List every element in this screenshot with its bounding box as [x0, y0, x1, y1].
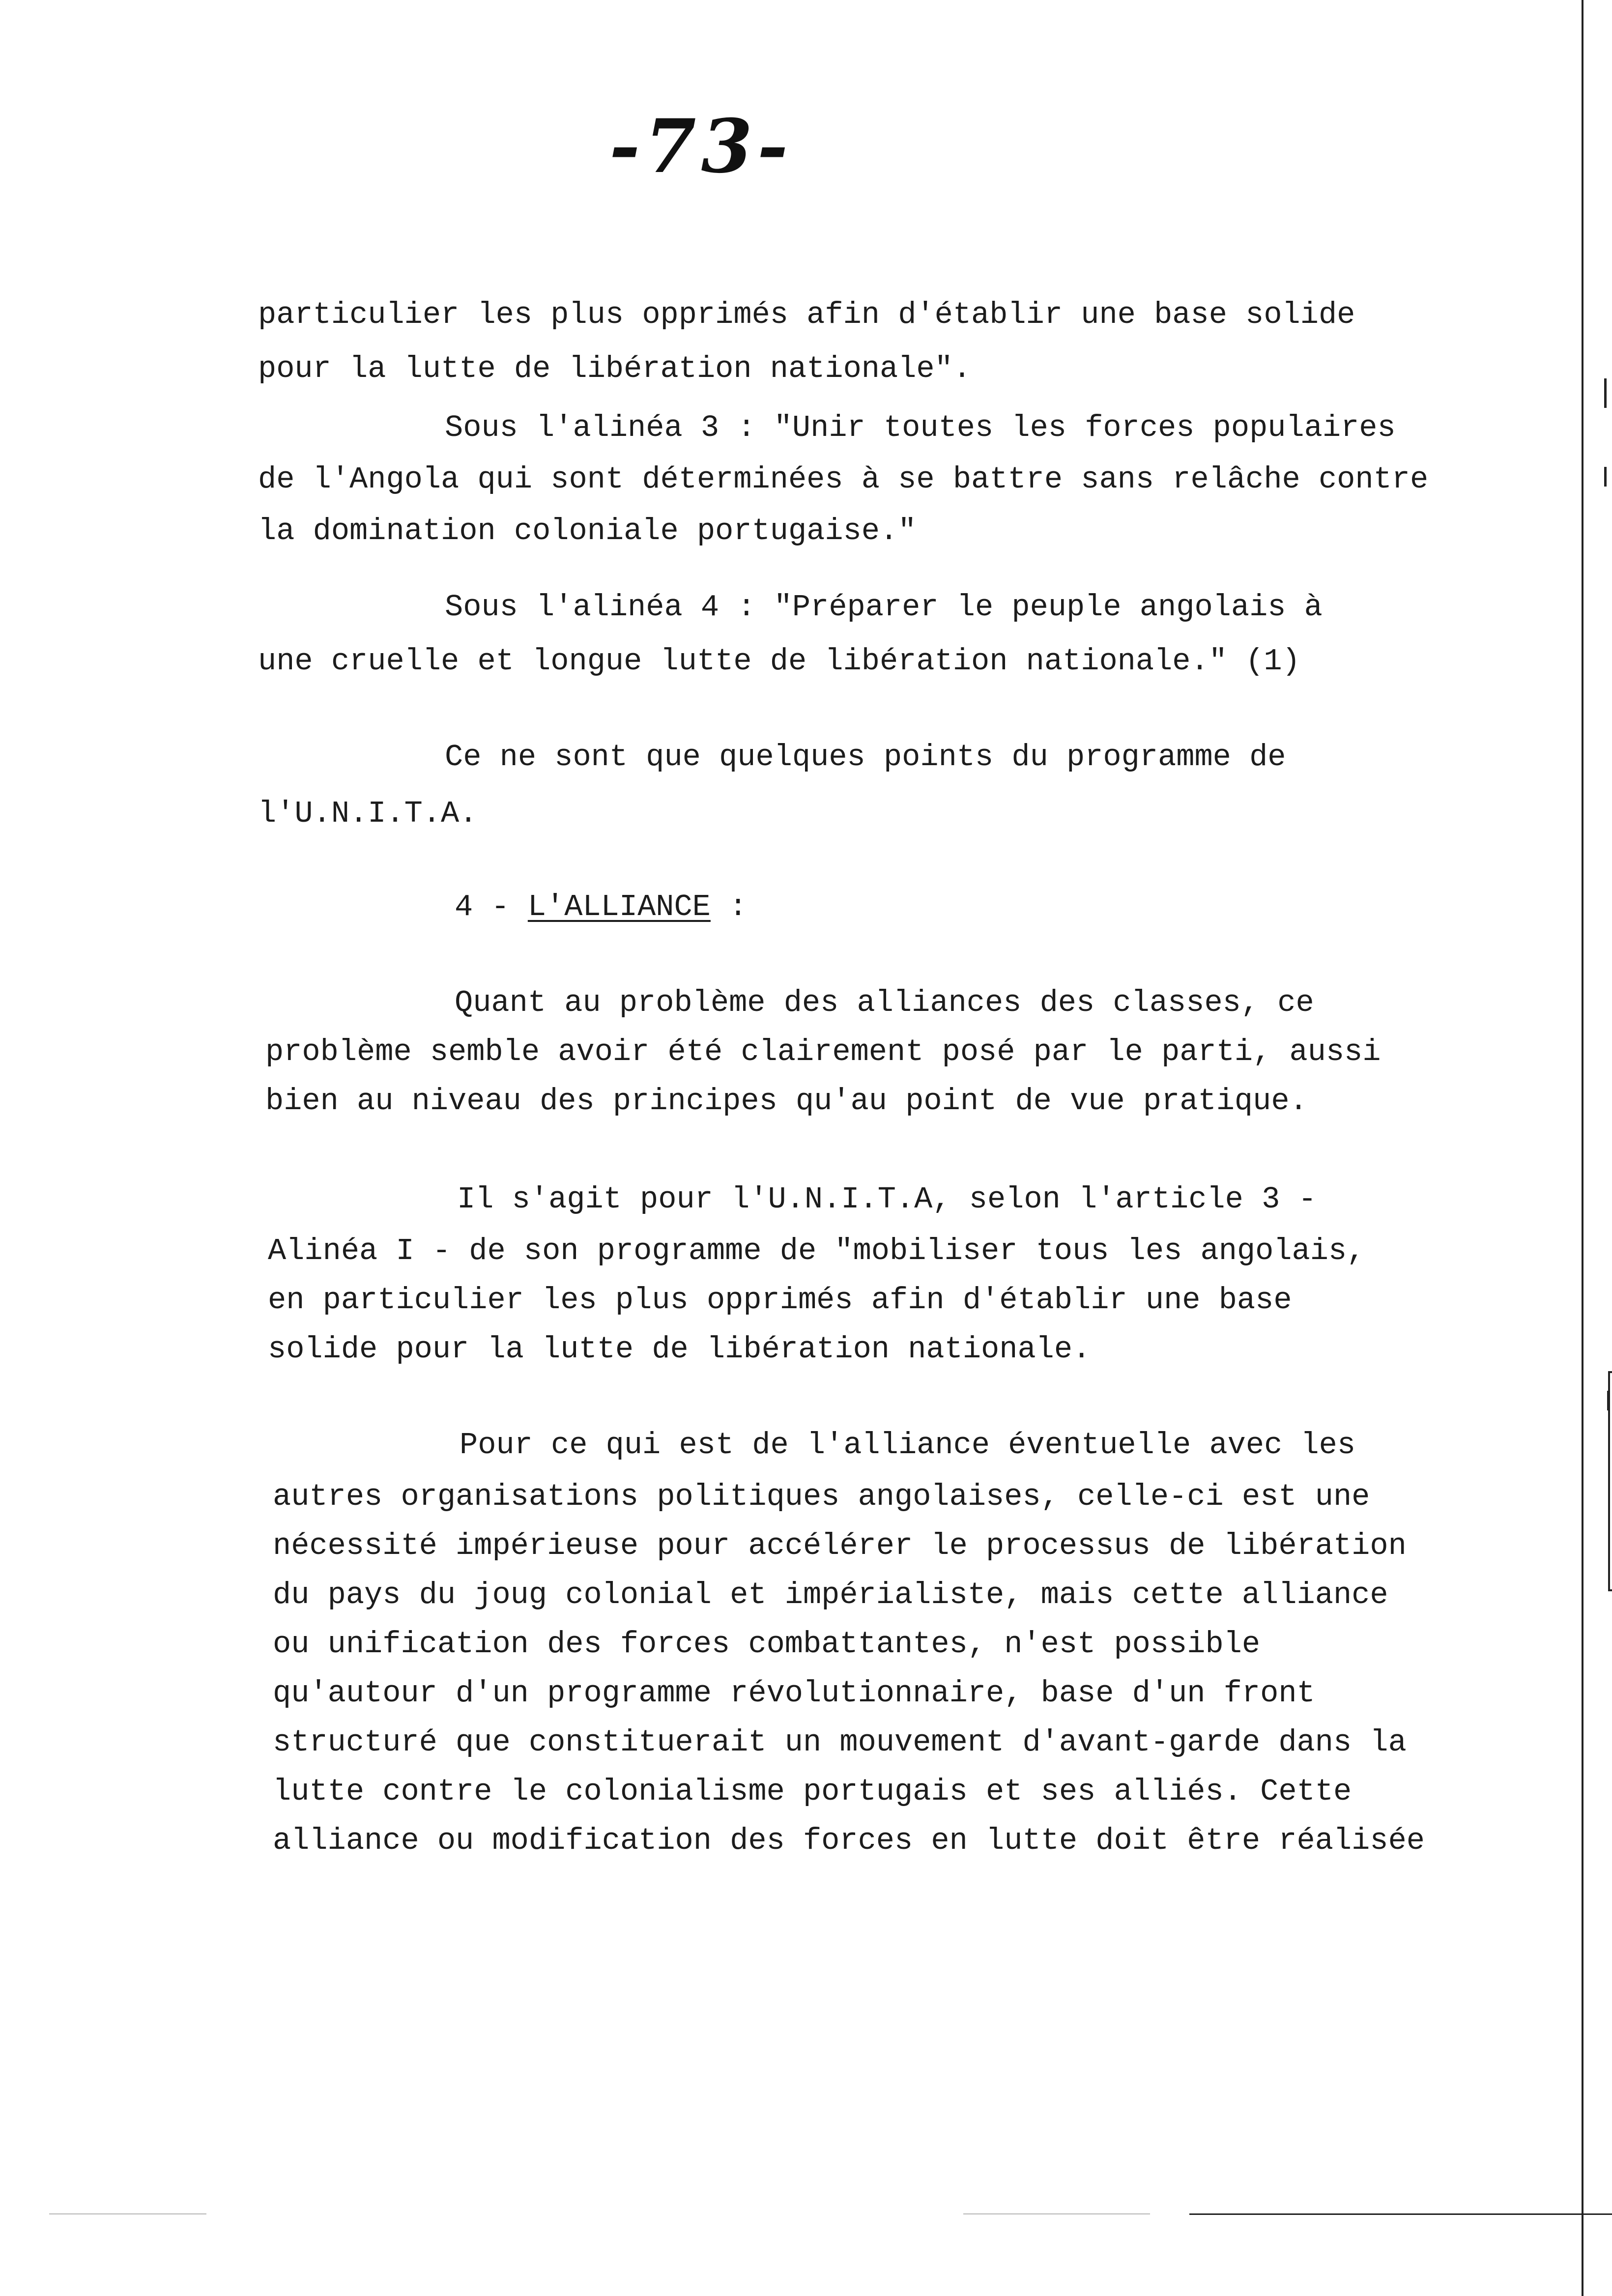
- text-line: du pays du joug colonial et impérialiste, mais cette alliance: [273, 1578, 1388, 1612]
- margin-bracket: [1608, 1371, 1612, 1591]
- text-line: Ce ne sont que quelques points du programme de: [445, 740, 1286, 775]
- margin-rule-horizontal: [1189, 2213, 1583, 2215]
- text-line: pour la lutte de libération nationale".: [258, 351, 972, 386]
- text-line: autres organisations politiques angolaises, celle-ci est une: [273, 1479, 1370, 1514]
- text-line: qu'autour d'un programme révolutionnaire, base d'un front: [273, 1676, 1315, 1711]
- text-line: problème semble avoir été clairement posé par le parti, aussi: [265, 1034, 1381, 1069]
- margin-rule-stub: [1583, 2213, 1612, 2215]
- section-heading: [455, 892, 747, 922]
- text-line: particulier les plus opprimés afin d'établir une base solide: [258, 297, 1355, 332]
- margin-rule-vertical: [1582, 0, 1583, 2296]
- section-title: L'ALLIANCE: [527, 890, 711, 924]
- text-line: l'U.N.I.T.A.: [258, 796, 478, 831]
- text-line: Sous l'alinéa 3 : "Unir toutes les forces populaires: [445, 410, 1396, 445]
- margin-tick: [1604, 467, 1607, 487]
- text-line: structuré que constituerait un mouvement d'avant-garde dans la: [273, 1725, 1407, 1760]
- text-line: une cruelle et longue lutte de libération nationale." (1): [258, 644, 1300, 679]
- text-line: nécessité impérieuse pour accélérer le processus de libération: [273, 1528, 1407, 1563]
- margin-rule-faint: [963, 2213, 1150, 2214]
- text-line: solide pour la lutte de libération nationale.: [268, 1332, 1091, 1367]
- text-line: bien au niveau des principes qu'au point de vue pratique.: [265, 1084, 1308, 1119]
- text-line: en particulier les plus opprimés afin d'établir une base: [268, 1283, 1292, 1318]
- text-line: Quant au problème des alliances des classes, ce: [455, 985, 1314, 1020]
- margin-rule-faint: [49, 2213, 206, 2214]
- text-line: Pour ce qui est de l'alliance éventuelle avec les: [460, 1428, 1356, 1463]
- margin-tick: [1604, 378, 1607, 408]
- text-line: la domination coloniale portugaise.": [258, 514, 917, 548]
- text-line: de l'Angola qui sont déterminées à se battre sans relâche contre: [258, 462, 1429, 497]
- text-line: Alinéa I - de son programme de "mobiliser tous les angolais,: [268, 1234, 1365, 1268]
- page-number: -73-: [609, 103, 793, 190]
- section-number: 4 -: [455, 890, 528, 924]
- text-line: alliance ou modification des forces en lutte doit être réalisée: [273, 1823, 1425, 1858]
- text-line: Il s'agit pour l'U.N.I.T.A, selon l'article 3 -: [457, 1182, 1317, 1217]
- text-line: ou unification des forces combattantes, n'est possible: [273, 1627, 1261, 1662]
- section-colon: :: [710, 890, 748, 924]
- text-line: Sous l'alinéa 4 : "Préparer le peuple angolais à: [445, 590, 1323, 625]
- text-line: lutte contre le colonialisme portugais et ses alliés. Cette: [273, 1774, 1352, 1809]
